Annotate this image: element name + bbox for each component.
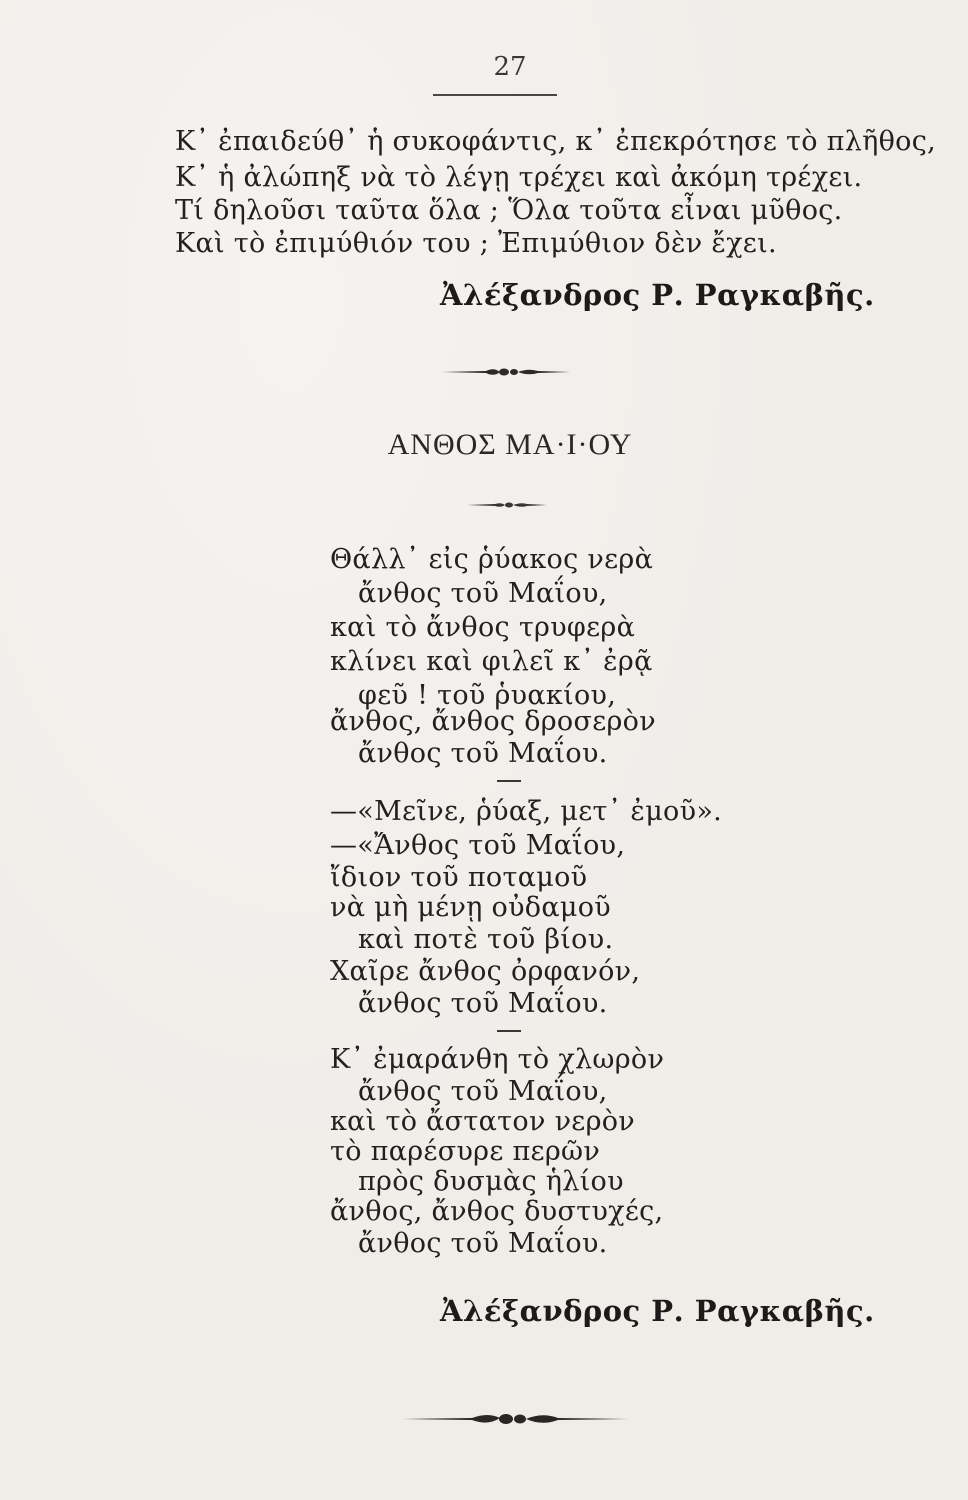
stanza3-line-1: Κ᾽ ἐμαράνθη τὸ χλωρὸν (330, 1044, 665, 1075)
stanza3-line-5: πρὸς δυσμὰς ἡλίου (358, 1166, 624, 1197)
ornament-divider-bottom (402, 1408, 628, 1430)
prev-poem-signature: Ἀλέξανδρος Ρ. Ραγκαβῆς. (440, 278, 875, 312)
stanza2-line-3: ἴδιον τοῦ ποταμοῦ (330, 862, 588, 893)
stanza3-line-4: τὸ παρέσυρε περῶν (330, 1136, 601, 1167)
page-number-rule (433, 94, 557, 96)
ornament-divider-1 (442, 364, 570, 380)
stanza-separator-2 (497, 1030, 521, 1032)
prev-poem-line-2: Κ᾽ ἡ ἀλώπηξ νὰ τὸ λέγῃ τρέχει καὶ ἀκόμη τρέχει. (175, 162, 863, 193)
prev-poem-line-4: Καὶ τὸ ἐπιμύθιόν του ; Ἐπιμύθιον δὲν ἔχει. (175, 228, 777, 259)
page-number: 27 (493, 52, 527, 82)
stanza1-line-3: καὶ τὸ ἄνθος τρυφερὰ (330, 612, 636, 643)
stanza3-line-7: ἄνθος τοῦ Μαΐου. (358, 1228, 608, 1259)
prev-poem-line-3: Τί δηλοῦσι ταῦτα ὅλα ; Ὅλα τοῦτα εἶναι μῦθος. (175, 195, 843, 226)
stanza1-line-2: ἄνθος τοῦ Μαΐου, (358, 578, 608, 609)
stanza1-line-6: ἄνθος, ἄνθος δροσερὸν (330, 706, 656, 737)
poem-signature: Ἀλέξανδρος Ρ. Ραγκαβῆς. (440, 1294, 875, 1328)
stanza1-line-7: ἄνθος τοῦ Μαΐου. (358, 738, 608, 769)
stanza1-line-5: φεῦ ! τοῦ ῥυακίου, (358, 680, 617, 711)
stanza2-line-1: —«Μεῖνε, ῥύαξ, μετ᾽ ἐμοῦ». (330, 796, 723, 827)
stanza2-line-6: Χαῖρε ἄνθος ὀρφανόν, (330, 956, 641, 987)
stanza2-line-7: ἄνθος τοῦ Μαΐου. (358, 988, 608, 1019)
ornament-divider-2 (467, 500, 547, 510)
stanza3-line-6: ἄνθος, ἄνθος δυστυχές, (330, 1196, 664, 1227)
prev-poem-line-1: Κ᾽ ἐπαιδεύθ᾽ ἡ συκοφάντις, κ᾽ ἐπεκρότησε τὸ πλῆθος, (175, 126, 937, 157)
stanza3-line-3: καὶ τὸ ἄστατον νερὸν (330, 1106, 636, 1137)
stanza1-line-1: Θάλλ᾽ εἰς ῥύακος νερὰ (330, 544, 654, 575)
stanza2-line-2: —«Ἄνθος τοῦ Μαΐου, (330, 830, 626, 861)
stanza3-line-2: ἄνθος τοῦ Μαΐου, (358, 1076, 608, 1107)
poem-title: ΑΝΘΟΣ ΜΑ·Ι·ΟΥ (387, 428, 633, 461)
stanza1-line-4: κλίνει καὶ φιλεῖ κ᾽ ἐρᾷ (330, 646, 653, 677)
stanza-separator-1 (497, 780, 521, 782)
stanza2-line-5: καὶ ποτὲ τοῦ βίου. (358, 924, 614, 955)
stanza2-line-4: νὰ μὴ μένῃ οὐδαμοῦ (330, 892, 612, 923)
